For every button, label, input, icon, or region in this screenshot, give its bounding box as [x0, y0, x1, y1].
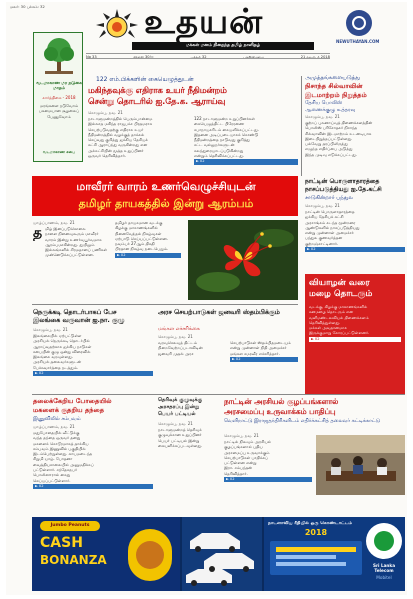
tree-ad-title: வடமாகாண மர நடுகை மாதம் — [36, 81, 82, 92]
week-byline: யாழ்ப்பாணம், நவ. 21 — [33, 220, 75, 225]
text-line: செய்யப்பட்டுள்ளார். — [33, 477, 71, 483]
govt-headline: அரச செயற்பாடுகள் ஜனவரி ஸ்தம்பிக்கும் — [158, 308, 280, 316]
bottom-advertisement — [32, 517, 405, 591]
flower-icon — [188, 220, 298, 300]
headline-line: இடமாற்றம் நிறுத்தம் — [305, 90, 367, 99]
text-line: இரா. சம்பந்தன் — [224, 465, 253, 471]
text-line: தமிழர் தாயகமான வடக்கு — [115, 220, 163, 225]
constitution-headline — [224, 397, 405, 416]
tree-ad-line: பசுமையான சூழலைப் — [38, 108, 80, 114]
week-drop-cap: த — [33, 225, 43, 241]
peanut-pack-icon — [128, 529, 172, 581]
headline-line: வியாழன் வரை — [309, 278, 370, 288]
text-line: பெயர் பட்டியல் இன்று — [158, 437, 200, 443]
dateline-number: No 33 — [86, 55, 97, 59]
dateline-day: புதன்கிழமை — [243, 55, 264, 59]
committee-headline — [158, 397, 220, 418]
right-mid-body — [305, 209, 405, 252]
text-line: ஏற்பாடு செய்யப்பட்டுள்ளன. — [115, 235, 169, 241]
right-mid-byline: கொழும்பு, நவ. 21 — [305, 203, 340, 208]
weather-box — [305, 274, 405, 394]
text-line: இலங்கை வரவுள்ளது. — [33, 354, 74, 360]
right-top-kicker: அமுத்தங்களையடுத்து — [305, 75, 360, 81]
web-logo-icon — [346, 10, 372, 36]
dateline-price: விலை 30/= — [133, 55, 154, 59]
text-line: மதுபோதையில் வீட்டுக்கு — [33, 430, 80, 435]
text-line: பொலிஸாரால் கைது — [33, 472, 71, 478]
continue-marker: ► 02 — [115, 253, 181, 258]
lead-headline-line: சென்று தொடரில் ஐ.தே.க. ஆராய்வு — [88, 96, 226, 106]
text-line: சபையின் குழு ஒன்று விரைவில் — [33, 348, 91, 354]
text-line: செயற்பாடுகள் ஸ்தம்பிதமடையும் — [230, 340, 291, 345]
heroes-week-story — [33, 220, 181, 302]
text-line: வரவுசெலவுத் திட்டம் — [158, 340, 197, 345]
father-body — [33, 430, 153, 489]
text-line: கிழக்கு மாகாணங்களில் — [115, 225, 158, 231]
cars-icon — [182, 517, 262, 591]
lead-kicker: 122 எம்.பிக்களின் கையெழுத்துடன் — [96, 76, 194, 83]
telecom-year: 2018 — [304, 528, 328, 537]
dateline-pages: பக்கம் 32 — [190, 55, 207, 59]
govt-column-1 — [158, 340, 226, 356]
text-line: நாடாளுமன்றத் தெரிவுக் — [158, 427, 202, 432]
text-line: எழுந்த எதிர்ப்பை அடுத்து — [305, 146, 353, 152]
text-line: சிறுமி யாழ். போதனா — [33, 456, 73, 462]
right-mid-subhead: சாடுகின்றார் பந்துல — [305, 195, 353, 201]
horizontal-divider — [32, 304, 298, 305]
text-line: மக்கள் அவதானமாக — [309, 325, 347, 331]
tree-ad-text — [37, 103, 81, 119]
text-line: கலந்துரையாடப்படுகின்றது — [194, 147, 244, 153]
text-line: குற்றஞ்சாட்டினார். — [305, 240, 339, 246]
text-line: செய்வது குறித்து ஐக்கிய தேசியக் — [88, 137, 148, 143]
text-line: நீதிமன்றத்தை நாடுவது குறித்து — [194, 137, 250, 143]
banner-line-2: தமிழர் தாயகத்தில் இன்று ஆரம்பம் — [78, 197, 254, 210]
tree-icon — [39, 35, 79, 75]
text-line: ஜனவரி முதல் அரச — [158, 350, 194, 356]
column-divider — [301, 76, 302, 176]
meeting-photo-icon — [316, 435, 405, 495]
headline-line: நாட்டின் அரசியல் குழப்பங்களால் — [224, 397, 339, 406]
text-line: என்று முன்னாள் அமைச்சர் — [305, 230, 354, 236]
text-line: நீதிமன்றத்தில் வழக்குத் தாக்கல் — [88, 131, 145, 137]
text-line: வைத்தியசாலையில் அனுமதிக்கப் — [33, 461, 94, 467]
horizontal-divider — [32, 394, 405, 395]
headline-line: பெயர் பட்டியல் — [158, 411, 196, 417]
newspaper-front-page — [6, 2, 407, 595]
continue-marker: ► 02 — [230, 357, 298, 362]
sun-logo-icon — [91, 5, 143, 47]
text-line: இடம்பெற்றுள்ளது. காயமடைந்த — [33, 451, 93, 457]
heroes-week-banner — [32, 176, 298, 216]
text-line: வாரம் இன்று உணர்வுபூர்வமாக — [45, 236, 102, 242]
continue-marker: ► 02 — [309, 337, 401, 342]
weather-headline — [309, 278, 401, 300]
father-byline: யாழ்ப்பாணம், நவ. 21 — [33, 424, 75, 429]
text-line: அரசாங்கம் கடந்த மூன்றரை — [305, 219, 356, 225]
text-line: குழப்பங்களால் புதிய — [224, 444, 263, 450]
headline-line: மகளைக் குதறிய தந்தை — [33, 405, 105, 414]
right-top-headline — [305, 82, 405, 99]
continue-marker: ► 02 — [194, 159, 298, 164]
dateline — [86, 53, 330, 59]
text-line: கையெழுத்திட்ட பிரேரணை — [194, 121, 245, 127]
text-line: சம்பவம் இணுவில் பகுதியில் — [33, 445, 86, 451]
text-line: நவம்பர் 27ஆம் திகதி — [115, 241, 155, 247]
tree-ad-line: பேணுவோம் — [47, 113, 71, 119]
text-line: நாடாளுமன்றத்தில் பெரும்பான்மை — [88, 116, 153, 121]
text-line: நினைவேந்தல் நிகழ்வுகள் — [115, 230, 162, 236]
tree-ad-subtitle: கார்த்திகை - 2018 — [42, 95, 76, 100]
text-line: ஒருவர் தெரிவித்தார். — [88, 153, 127, 159]
text-line: செயற்பாடுகள் பாதிக்கப் — [224, 454, 268, 460]
text-line: இல்லாத மகிந்த ராஜபக்ச பிரதமராக — [88, 121, 153, 127]
text-line: வந்த தந்தை ஒருவர் தனது — [33, 435, 81, 441]
father-attack-story — [33, 397, 153, 515]
text-line: அரசியல் நெருக்கடி தொடர்பில் — [33, 338, 90, 344]
meeting-photo — [316, 435, 405, 495]
telecom-prize-panel — [270, 541, 362, 575]
text-line: அரசமைப்பு உருவாக்கும் — [224, 449, 270, 455]
constitution-byline: கொழும்பு, நவ. 21 — [224, 433, 259, 438]
text-line: கனமழை தொடரும் என — [309, 309, 354, 315]
text-line: சபாநாயகரிடம் கையளிக்கப்பட்டது. — [194, 126, 259, 132]
un-team-body — [33, 333, 153, 376]
text-line: என்றும் தெரிவிக்கப்பட்டது. — [194, 153, 245, 159]
text-line: செயற்படுவதற்கு எதிராக உயர் — [88, 126, 144, 132]
right-top-body — [305, 120, 405, 157]
headline-line: அரசதரப்பு இன்று — [158, 404, 200, 410]
committee-byline: கொழும்பு, நவ. 21 — [158, 421, 193, 426]
dateline-date: 21 நவம்பர் 2018 — [300, 55, 330, 59]
constitution-story — [224, 397, 405, 515]
lead-byline: கொழும்பு, நவ. 21 — [88, 110, 123, 115]
text-line: ஐக்கிய தேசியக் கட்சி — [305, 214, 344, 220]
text-line: குழுவுக்கான உறுப்பினர் — [158, 432, 202, 438]
headline-line: நாட்டின் பொருளாதாரத்தை — [305, 178, 380, 185]
text-line: இல்லங்களில் சிரமதானப் பணிகள் — [45, 247, 107, 253]
headline-line: அரசமைப்பு உருவாக்கம் பாதிப்பு — [224, 406, 336, 416]
right-mid-story — [305, 178, 405, 270]
text-line: நிறைவேற்றப்படாவிடின் — [158, 345, 203, 351]
jumbo-ad — [32, 517, 180, 591]
un-team-byline: கொழும்பு, நவ. 21 — [33, 327, 68, 332]
father-subhead: இணுவிலில் சம்பவம் — [33, 416, 81, 422]
text-line: நாட்டின் பொருளாதாரத்தை — [305, 209, 355, 214]
text-line: பேச்சுவார்த்தை நடத்தும். — [33, 364, 79, 370]
lead-column-2 — [194, 116, 298, 165]
text-line: அரசியல் தலைவர்களுடன் — [33, 359, 82, 365]
text-line: பட்டுள்ளார். சந்தேகநபர் — [33, 467, 78, 473]
text-line: கையளிக்கப்படவுள்ளது. — [158, 442, 203, 448]
text-line: மங்கள சமரவீர எச்சரித்தார். — [230, 350, 280, 356]
continue-marker: ► 02 — [33, 371, 153, 376]
text-line: பல்வேறு தரப்பிலிருந்து — [305, 141, 348, 147]
text-line: பொலிஸ் பரிசோதகர் நிசாந்த — [305, 125, 358, 131]
text-line: முன்னெடுக்கப்பட்டுள்ளன. — [45, 252, 95, 258]
text-line: குற்றப் புலனாய்வுத் திணைக்களத்தின் — [305, 120, 373, 125]
text-line: சில்வாவின் இடமாற்றம் உடனடியாக — [305, 130, 372, 136]
telecom-sub: Mobitel — [376, 575, 392, 580]
masthead-slogan: மக்கள் மனம் நிறைந்த தமிழ் நாளிதழ் — [132, 42, 314, 50]
banner-line-1: மாவீரர் வாரம் உணர்வெழுச்சியுடன் — [76, 180, 256, 193]
week-column-2 — [115, 220, 181, 258]
text-line: கட்சி ஆராய்ந்து வருகின்றது என — [88, 142, 148, 148]
text-line: வடக்கு, கிழக்கு மாகாணங்களில் — [309, 304, 368, 309]
lead-column-1 — [88, 116, 188, 158]
telecom-brand: Sri Lanka Telecom — [372, 563, 396, 574]
telecom-ad — [264, 517, 405, 591]
subhead-line: ஆணைக்குழு உத்தரவு — [305, 106, 356, 113]
headline-line: இலங்கை வருவான் ஐ.நா. குழு — [33, 316, 125, 325]
telecom-title: நாடளாவிய ரீதியில் ஒரு கொண்டாட்டம் — [268, 521, 353, 526]
govt-byline: கொழும்பு, நவ. 21 — [158, 334, 193, 339]
headline-line: தலைக்கேறிய போதையில் — [33, 397, 112, 405]
text-line: இடைநிறுத்தப்பட்டுள்ளது. — [305, 135, 353, 141]
text-line: ஆண்டுகளில் நாசப்படுத்தியது — [305, 224, 360, 230]
text-line: மிழ் இனப்படுகொலை — [45, 226, 86, 231]
continue-marker: ► 02 — [305, 247, 405, 252]
father-headline — [33, 397, 153, 414]
text-line: பந்துல குணவர்த்தன — [305, 235, 343, 241]
govt-subhead: மங்கள எச்சரிக்கை — [158, 326, 200, 332]
issue-info: மலர்: 30 பக்கம்: 32 — [10, 4, 45, 9]
text-line: வளிமண்டலவியல் திணைக்களம் — [309, 314, 369, 320]
headline-line: தெரிவுக் குழுவுக்கு — [158, 397, 203, 403]
un-team-headline — [33, 308, 153, 325]
week-column-1 — [45, 226, 107, 258]
text-line: இதனை அடிப்படையாகக் கொண்டு — [194, 131, 259, 137]
lead-headline — [88, 85, 298, 107]
lead-story — [86, 76, 298, 170]
text-line: மகளைக் கொடூரமாகத் தாக்கிய — [33, 440, 89, 446]
flower-photo — [188, 220, 298, 300]
text-line: நாளை நினைவுகூரும் மாவீரர் — [45, 231, 99, 237]
text-line: பிரதான நிகழ்வு நடைபெறும். — [115, 246, 169, 252]
masthead-title: உதயன் — [144, 2, 264, 42]
text-line: இருக்குமாறு கோரப்பட்டுள்ளனர். — [309, 330, 370, 336]
cars-image — [182, 517, 262, 591]
un-team-story — [33, 308, 153, 390]
select-committee-story — [158, 397, 220, 515]
text-line: ஆரம்பமாகின்றது. துயிலும் — [45, 241, 95, 247]
text-line: என்று முன்னாள் நிதி அமைச்சர் — [230, 345, 287, 351]
right-top-byline: கொழும்பு, நவ. 21 — [305, 114, 340, 119]
continue-marker: ► 02 — [33, 484, 153, 489]
jumbo-brand: Jumbo Peanuts — [40, 521, 100, 531]
right-top-story — [305, 75, 405, 175]
text-line: தெரிவித்துள்ளது. — [309, 319, 341, 325]
headline-line: நெருக்கடி தொடர்பாகப் பேச — [33, 308, 117, 316]
subhead-line: தேசிய பொலிஸ் — [305, 100, 343, 106]
weather-body — [309, 304, 401, 342]
continue-marker: ► 02 — [224, 477, 312, 482]
text-line: தெரிவித்தார். — [224, 470, 248, 476]
tree-ad-line: மரங்களை நடுவோம் — [39, 103, 79, 108]
govt-story — [158, 308, 298, 390]
cash-text: CASH — [40, 535, 83, 551]
text-line: பட்டுள்ளன என்று — [224, 460, 257, 466]
text-line: இலங்கையில் ஏற்பட்டுள்ள — [33, 333, 82, 338]
bonanza-text: BONANZA — [40, 553, 107, 567]
text-line: அக்கட்சியின் மூத்த உறுப்பினர் — [88, 147, 144, 153]
text-line: ஆராய்வதற்காக ஐக்கிய நாடுகள் — [33, 343, 92, 349]
text-line: 122 நாடாளுமன்ற உறுப்பினர்கள் — [194, 116, 255, 121]
constitution-body — [224, 439, 312, 482]
lead-headline-line: மகிந்தவுக்கு எதிராக உயர் நீதிமன்றம் — [88, 85, 227, 95]
right-top-subhead — [305, 100, 405, 113]
text-line: நாட்டில் நிலவும் அரசியல் — [224, 439, 271, 444]
committee-body — [158, 427, 220, 448]
website-url: NEWUTHAYAN.COM — [336, 39, 380, 44]
telecom-logo-icon — [366, 523, 402, 559]
govt-column-2 — [230, 340, 298, 362]
headline-line: நிசாந்த சில்வாவின் — [305, 82, 363, 90]
right-mid-headline — [305, 178, 405, 194]
constitution-subhead: வெளிநாட்டு இராஜதந்திரிகளிடம் எதிர்க்கட்சித் தலைவர் கட்டிக்காட்டு — [224, 418, 381, 424]
text-line: சட்ட வல்லுநர்களுடன் — [194, 142, 235, 148]
headline-line: மழை தொடரும் — [309, 289, 373, 299]
tree-ad-footer: வடமாகாண சபை — [42, 149, 76, 154]
tree-planting-ad — [33, 32, 83, 162]
text-line: இந்த முடிவு எடுக்கப்பட்டது. — [305, 151, 357, 157]
headline-line: நாசப்படுத்தியது ஐ.தே.கட்சி — [305, 186, 382, 193]
